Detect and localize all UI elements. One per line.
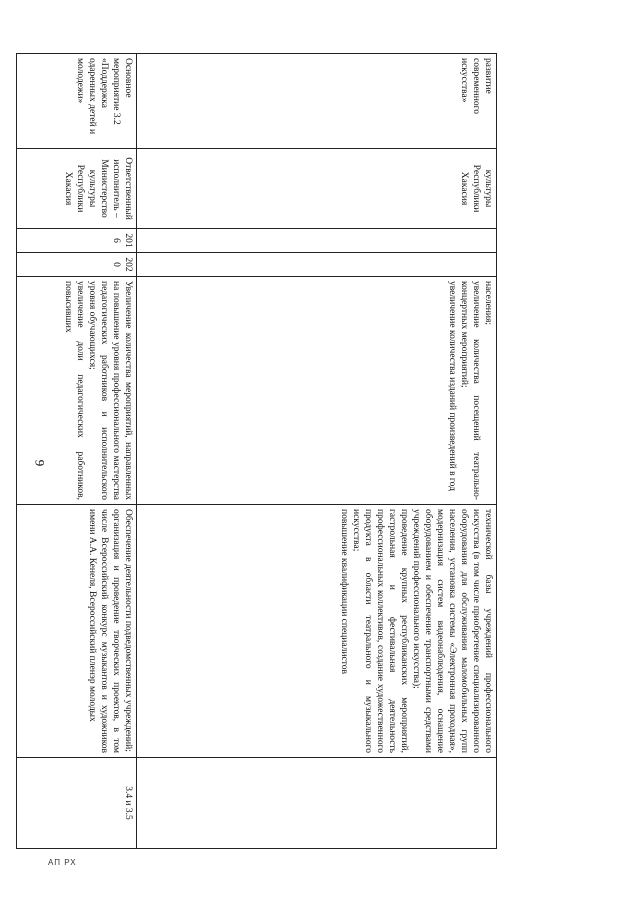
measure-cell: развитие современного искусства»	[137, 54, 497, 149]
footer-label: АП РХ	[48, 858, 77, 867]
activities-cell: технической базы учреждений профессионального искусства (в том числе приобретение специализированного оборудования для обслуживания маломобильных групп населения, установка системы «Электронная проходная», модернизация систем видеонаблюдения, оснащение оборудованием и обеспечение транспортными средствами учреждений профессионального искусства); проведение крупных республиканских мероприятий, гастрольная и фестивальная деятельность профессиональных коллективов, создание художественного продукта в области театрального и музыкального искусства; повышение квалификации специалистов	[137, 505, 497, 758]
indicator-cell: 3.4 и 3.5	[17, 758, 137, 849]
page-number: 9	[32, 459, 48, 467]
expected-result-cell: населения; увеличение количества посещений театрально-концертных мероприятий; увеличение количества изданий произведений в год	[137, 277, 497, 505]
measure-cell: Основное мероприятие 3.2 «Поддержка одаренных детей и молодежи»	[17, 54, 137, 149]
start-year-cell: 2016	[17, 229, 137, 253]
table-row	[17, 54, 137, 849]
expected-result-cell: Увеличение количества мероприятий, направленных на повышение уровня профессионального мастерства педагогических работников и исполнительского уровня обучающихся; увеличение доли педагогических работников, повысивших	[17, 277, 137, 505]
program-table	[16, 53, 497, 849]
executor-cell: культуры Республики Хакасия	[137, 149, 497, 229]
start-year-cell	[137, 229, 497, 253]
end-year-cell: 2020	[17, 253, 137, 277]
executor-cell: Ответственный исполнитель – Министерство культуры Республики Хакасия	[17, 149, 137, 229]
rotated-table-container	[63, 53, 497, 848]
indicator-cell	[137, 758, 497, 849]
table-row	[137, 54, 497, 849]
activities-cell: Обеспечение деятельности подведомственных учреждений; организация и проведение творческих проектов, в том числе Всероссийский конкурс музыкантов и художников имени А.А. Кенеля, Всероссийский пленэр молодых	[17, 505, 137, 758]
end-year-cell	[137, 253, 497, 277]
